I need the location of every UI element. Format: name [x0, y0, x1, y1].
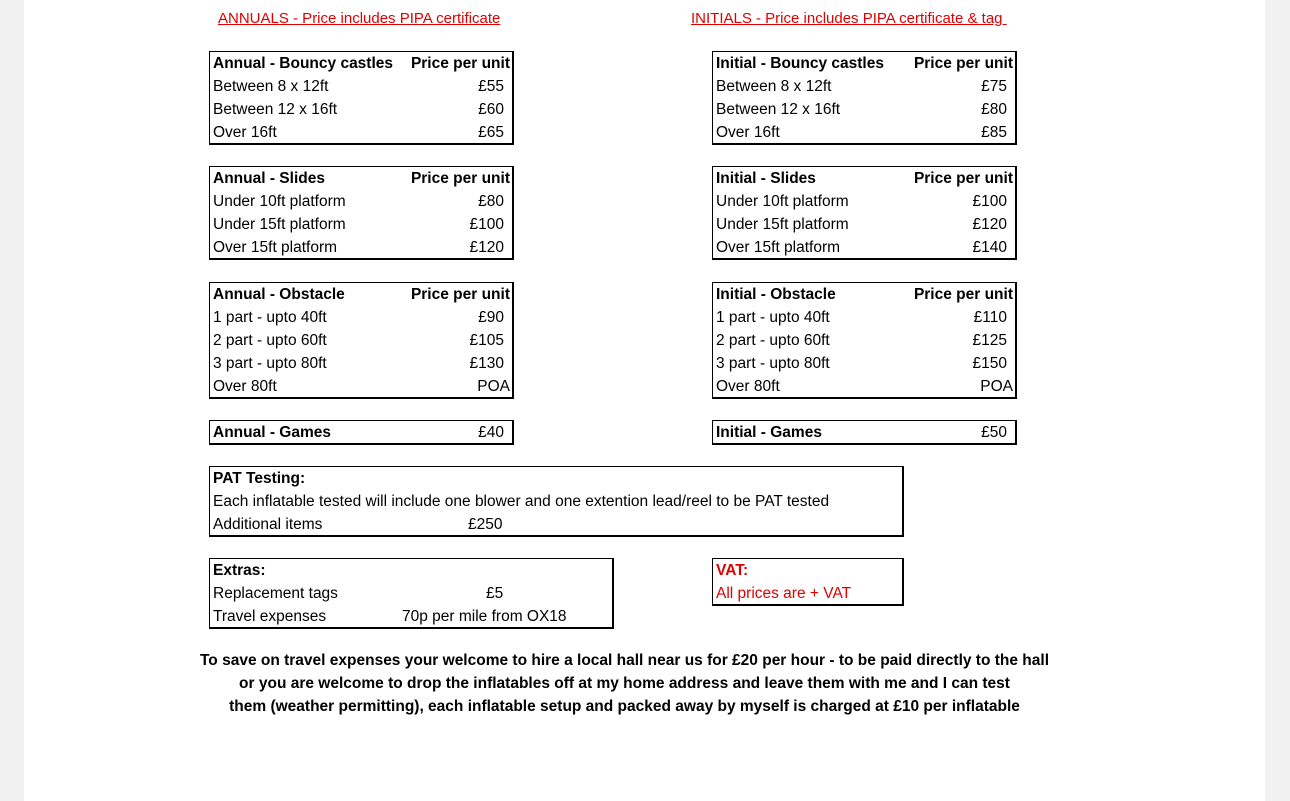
row-price: £120	[972, 216, 1007, 233]
row-label: Over 80ft	[213, 378, 277, 395]
table-title: Initial - Bouncy castles	[716, 55, 884, 72]
row-label: Over 15ft platform	[213, 239, 338, 256]
table-row	[210, 329, 512, 352]
row-price: £65	[478, 124, 504, 141]
note-line-2: or you are welcome to drop the inflatables off at my home address and leave them with me and I can test	[239, 675, 1010, 692]
pat-testing-box	[209, 466, 904, 537]
table-row	[210, 236, 512, 259]
table-header-row	[713, 167, 1015, 190]
vat-text: All prices are + VAT	[716, 585, 852, 602]
table-header-row	[210, 167, 512, 190]
table-header-row	[210, 421, 512, 444]
row-price: £90	[478, 309, 504, 326]
table-title: Annual - Games	[213, 424, 331, 441]
table-row	[713, 213, 1015, 236]
annual-games-table	[209, 420, 514, 445]
row-price: £80	[981, 101, 1007, 118]
table-title: Annual - Bouncy castles	[213, 55, 394, 72]
initials-header: INITIALS - Price includes PIPA certificate & tag	[691, 10, 1007, 27]
row-price: £150	[972, 355, 1007, 372]
initial-slides-table	[712, 166, 1017, 260]
row-label: Between 8 x 12ft	[213, 78, 329, 95]
row-price: £40	[478, 424, 504, 441]
row-label: Between 12 x 16ft	[716, 101, 841, 118]
initial-games-table	[712, 420, 1017, 445]
table-row	[713, 352, 1015, 375]
vat-row	[713, 582, 902, 605]
table-header-row	[713, 52, 1015, 75]
row-value: £5	[486, 585, 504, 602]
annual-bouncy-table	[209, 51, 514, 145]
note-line-3: them (weather permitting), each inflatable setup and packed away by myself is charged at £10 per inflatable	[229, 698, 1020, 715]
table-row	[210, 213, 512, 236]
row-price: £50	[981, 424, 1007, 441]
table-row	[210, 190, 512, 213]
annual-slides-table	[209, 166, 514, 260]
table-row	[713, 75, 1015, 98]
table-header-row	[713, 283, 1015, 306]
column-header: Price per unit	[913, 286, 1013, 303]
pat-description-row	[210, 490, 902, 513]
extras-title: Extras:	[213, 562, 266, 579]
vat-box	[712, 558, 904, 606]
pat-additional-price: £250	[468, 516, 503, 533]
column-header: Price per unit	[913, 55, 1013, 72]
note-line-1: To save on travel expenses your welcome to hire a local hall near us for £20 per hour - to be paid directly to the hall	[199, 652, 1049, 669]
column-header: Price per unit	[410, 286, 510, 303]
table-header-row	[210, 52, 512, 75]
table-title: Annual - Slides	[213, 170, 325, 187]
table-row	[713, 329, 1015, 352]
row-price: £105	[469, 332, 504, 349]
table-row	[713, 121, 1015, 144]
table-row	[210, 121, 512, 144]
row-label: Over 15ft platform	[716, 239, 841, 256]
row-label: 2 part - upto 60ft	[716, 332, 830, 349]
annual-obstacle-table	[209, 282, 514, 399]
row-price: £120	[469, 239, 504, 256]
table-title: Annual - Obstacle	[213, 286, 345, 303]
table-row	[210, 352, 512, 375]
table-row	[210, 582, 612, 605]
table-row	[713, 236, 1015, 259]
row-label: Under 15ft platform	[213, 216, 346, 233]
row-label: 1 part - upto 40ft	[716, 309, 830, 326]
table-row	[210, 306, 512, 329]
row-label: Between 12 x 16ft	[213, 101, 338, 118]
row-price: £100	[469, 216, 504, 233]
row-price: £85	[981, 124, 1007, 141]
row-label: 3 part - upto 80ft	[213, 355, 327, 372]
row-label: Over 16ft	[716, 124, 780, 141]
row-label: Under 15ft platform	[716, 216, 849, 233]
row-price: £100	[972, 193, 1007, 210]
column-header: Price per unit	[410, 55, 510, 72]
row-value: 70p per mile from OX18	[402, 608, 567, 625]
row-label: Between 8 x 12ft	[716, 78, 832, 95]
price-sheet	[24, 0, 1265, 801]
row-price: £140	[972, 239, 1007, 256]
annuals-header: ANNUALS - Price includes PIPA certificate	[218, 10, 501, 27]
table-title: Initial - Games	[716, 424, 822, 441]
table-row	[713, 98, 1015, 121]
row-price: £130	[469, 355, 504, 372]
pat-description: Each inflatable tested will include one blower and one extention lead/reel to be PAT tested	[213, 493, 830, 510]
row-label: Replacement tags	[213, 585, 338, 602]
table-row	[713, 306, 1015, 329]
table-row	[210, 75, 512, 98]
row-label: Travel expenses	[213, 608, 327, 625]
extras-box	[209, 558, 614, 629]
pat-title: PAT Testing:	[213, 470, 306, 487]
table-header-row	[713, 559, 902, 582]
row-label: 3 part - upto 80ft	[716, 355, 830, 372]
column-header: Price per unit	[410, 170, 510, 187]
table-title: Initial - Obstacle	[716, 286, 836, 303]
row-price: £75	[981, 78, 1007, 95]
pat-additional-label: Additional items	[213, 516, 323, 533]
table-row	[210, 98, 512, 121]
initial-obstacle-table	[712, 282, 1017, 399]
table-header-row	[210, 283, 512, 306]
row-price: POA	[980, 378, 1013, 395]
row-label: Under 10ft platform	[716, 193, 849, 210]
table-row	[713, 190, 1015, 213]
initial-bouncy-table	[712, 51, 1017, 145]
table-header-row	[210, 559, 612, 582]
table-row	[210, 605, 612, 628]
row-price: POA	[477, 378, 510, 395]
table-row	[713, 375, 1015, 398]
row-label: Over 80ft	[716, 378, 780, 395]
column-header: Price per unit	[913, 170, 1013, 187]
pat-additional-row	[210, 513, 902, 536]
vat-title: VAT:	[716, 562, 749, 579]
row-label: 1 part - upto 40ft	[213, 309, 327, 326]
row-price: £110	[973, 309, 1007, 326]
table-header-row	[210, 467, 902, 490]
row-label: 2 part - upto 60ft	[213, 332, 327, 349]
row-label: Under 10ft platform	[213, 193, 346, 210]
row-label: Over 16ft	[213, 124, 277, 141]
row-price: £80	[478, 193, 504, 210]
table-title: Initial - Slides	[716, 170, 816, 187]
row-price: £125	[972, 332, 1007, 349]
table-row	[210, 375, 512, 398]
row-price: £55	[478, 78, 504, 95]
table-header-row	[713, 421, 1015, 444]
row-price: £60	[478, 101, 504, 118]
